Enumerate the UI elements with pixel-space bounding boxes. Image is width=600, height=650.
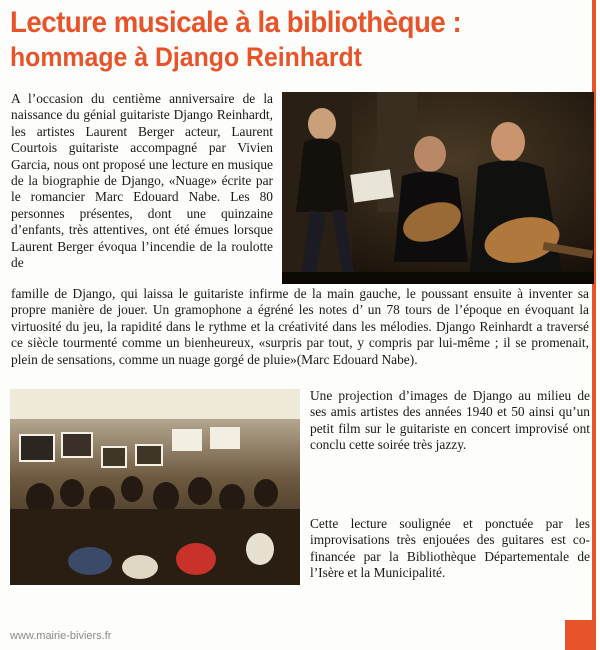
footer-accent-tab <box>565 620 596 650</box>
paragraph-intro: A l’occasion du centième anniversaire de la naissance du génial guitariste Django Reinhardt, les artistes Laurent Berger acteur, Laurent Courtois guitariste accompagné par Vivien Garcia, nous ont proposé une lecture en musique de la biographie de Django, «Nuage» écrite par le romancier Marc Edouard Nabe. Les 80 personnes présentes, dont une quinzaine d’enfants, très attentives, ont été émues lorsque Laurent Berger évoqua l’incendie de la roulotte de <box>11 91 273 271</box>
audience-illustration <box>10 389 300 585</box>
article-title: Lecture musicale à la bibliothèque : <box>10 6 462 39</box>
article-subtitle: hommage à Django Reinhardt <box>10 42 362 72</box>
paragraph-funding: Cette lecture soulignée et ponctuée par les improvisations très enjouées des guitares est co-financée par la Bibliothèque Départementale de l’Isère et la Municipalité. <box>310 516 590 581</box>
musicians-illustration <box>282 92 594 284</box>
paragraph-projection: Une projection d’images de Django au milieu de ses amis artistes des années 1940 et 50 ainsi qu’un petit film sur le guitariste en concert improvisé ont conclu cette soirée très jazzy. <box>310 388 590 453</box>
photo-audience <box>10 389 300 585</box>
paragraph-story: famille de Django, qui laissa le guitariste infirme de la main gauche, le poussant ensuite à inventer sa propre manière de jouer. Un gramophone a égréné les notes d’ un 78 tours de l’époque en évoquant la virtuosité du jeu, la rapidité dans le rythme et la créativité dans les mélodies. Django Reinhardt a traversé ce siècle tourmenté comme un bienheureux, «surpris par tout, y compris par lui-même ; il se promenait, plein de sensations, comme un nuage gorgé de pluie»(Marc Edouard Nabe). <box>11 286 589 367</box>
photo-musicians <box>282 92 594 284</box>
footer-url[interactable]: www.mairie-biviers.fr <box>10 630 112 642</box>
